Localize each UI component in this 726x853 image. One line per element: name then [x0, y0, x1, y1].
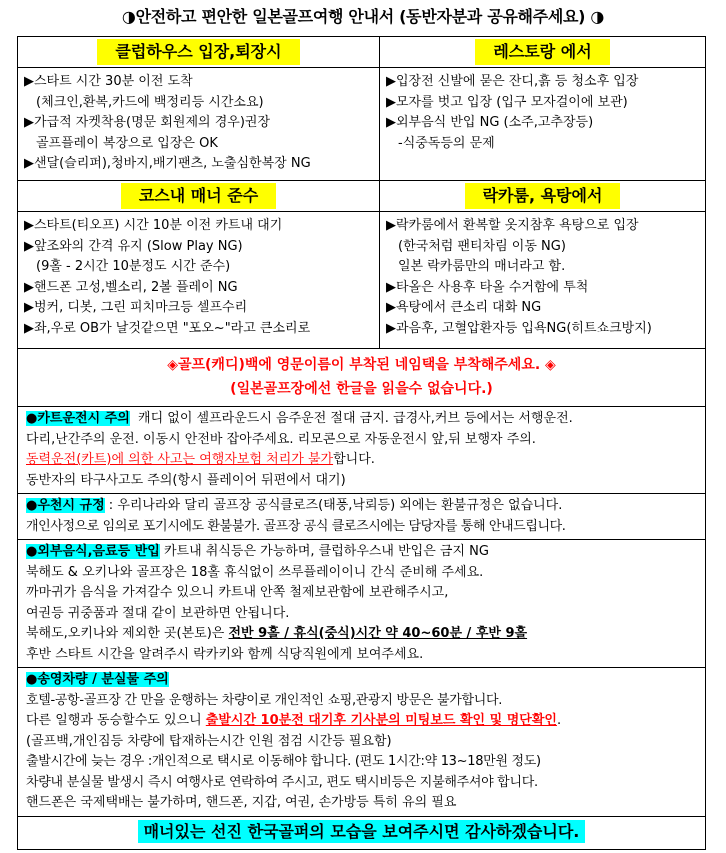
rain-heading: ●우천시 규정 [26, 498, 105, 513]
page-title: ◑안전하고 편안한 일본골프여행 안내서 (동반자분과 공유해주세요) ◑ [121, 7, 605, 26]
lockerroom-heading: 락카룸, 욕탕에서 [465, 183, 621, 209]
course-section [18, 181, 380, 349]
list-item: 골프플레이 복장으로 입장은 OK [36, 135, 218, 151]
list-item: (체크인,환복,카드에 백정리등 시간소요) [36, 94, 264, 110]
restaurant-section [380, 37, 705, 181]
list-item: ▶샌달(슬리퍼),청바지,배기팬츠, 노출심한복장 NG [24, 156, 311, 171]
clubhouse-list [18, 68, 379, 181]
cart-heading: ●카트운전시 주의 [26, 411, 130, 426]
list-item: ▶타올은 사용후 타올 수거함에 투척 [386, 279, 589, 295]
nametag-notice [18, 349, 705, 407]
list-item: ▶스타트 시간 30분 이전 도착 [24, 74, 193, 89]
clubhouse-section [18, 37, 380, 181]
food-heading: ●외부음식,음료등 반입 [26, 544, 160, 559]
course-list [18, 212, 379, 349]
meeting-board-warning: 출발시간 10분전 대기후 기사분의 미팅보드 확인 및 명단확인 [205, 713, 557, 728]
list-item: ▶모자를 벗고 입장 (입구 모자걸이에 보관) [386, 94, 628, 110]
list-item: ▶핸드폰 고성,벨소리, 2볼 플레이 NG [24, 279, 238, 295]
list-item: ▶외부음식 반입 NG (소주,고추장등) [386, 115, 594, 130]
notice-line-2: (일본골프장에선 한글을 읽을수 없습니다.) [230, 381, 493, 397]
row-clubhouse-restaurant [18, 37, 705, 181]
shuttle-section: ●송영차량 / 분실물 주의 호텔-공항-골프장 간 만을 운행하는 차량이로 개인적인 쇼핑,관광지 방문은 불가합니다. 다른 일행과 동승할수도 있으니 출발시간 10분전 대기후 기사분의 미팅보드 확인 및 명단확인. (골프백,개인짐등 차량에 탑재하는시간 인원 점검 시간등 필요함) 출발시간에 늦는 경우 :개인적으로 택시로 이동해야 합니다. (편도 1시간:약 13~18만원 정도) 차량내 분실물 발생시 즉시 여행사로 연락하여 주시고, 편도 택시비등은 지불해주셔야 합니다. 핸드폰은 국제택배는 불가하며, 핸드폰, 지갑, 여권, 손가방등 특히 유의 필요 [18, 668, 705, 817]
restaurant-list [380, 68, 705, 181]
list-item: ▶과음후, 고혈압환자등 입욕NG(히트쇼크방지) [386, 320, 652, 336]
lockerroom-section [380, 181, 705, 349]
rain-section: ●우천시 규정 : 우리나라와 달리 골프장 공식클로즈(태풍,낙뢰등) 외에는 환불규정은 없습니다. 개인사정으로 임의로 포기시에도 환불불가. 골프장 공식 클로즈시에는 담당자를 통해 안내드립니다. [18, 494, 705, 540]
closing-message: 매너있는 선진 한국골퍼의 모습을 보여주시면 감사하겠습니다. [138, 820, 586, 843]
lockerroom-list [380, 212, 705, 349]
insurance-warning: 동력운전(카트)에 의한 사고는 여행자보험 처리가 불가 [26, 452, 334, 467]
restaurant-heading: 레스토랑 에서 [475, 39, 609, 65]
closing-message-row [18, 817, 705, 849]
schedule-info: 전반 9홀 / 휴식(중식)시간 약 40~60분 / 후반 9홀 [228, 626, 528, 641]
list-item: ▶좌,우로 OB가 날것같으면 "포오~"라고 큰소리로 [24, 320, 311, 336]
notice-line-1: ◈골프(캐디)백에 영문이름이 부착된 네임택을 부착해주세요. ◈ [167, 357, 556, 373]
guide-sheet [17, 36, 706, 850]
list-item: ▶스타트(티오프) 시간 10분 이전 카트내 대기 [24, 218, 283, 233]
list-item: ▶가급적 자켓착용(명문 회원제의 경우)권장 [24, 115, 271, 130]
food-section: ●외부음식,음료등 반입 카트내 취식등은 가능하며, 클럽하우스내 반입은 금지 NG 북해도 & 오키나와 골프장은 18홀 휴식없이 쓰루플레이이니 간식 준비해 주세요. 까마귀가 음식을 가져갈수 있으니 카트내 안쪽 철제보관함에 보관해주시고, 여권등 귀중품과 절대 같이 보관하면 안됩니다. 북해도,오키나와 제외한 곳(본토)은 전반 9홀 / 휴식(중식)시간 약 40~60분 / 후반 9홀 후반 스타트 시간을 알려주시 락카키와 함께 식당직원에게 보여주세요. [18, 540, 705, 668]
list-item: (9홀 - 2시간 10분정도 시간 준수) [36, 259, 231, 274]
course-heading: 코스내 매너 준수 [121, 183, 276, 209]
list-item: 일본 락카룸만의 매너라고 함. [398, 259, 566, 274]
list-item: ▶욕탕에서 큰소리 대화 NG [386, 300, 542, 315]
list-item: ▶락카룸에서 환복할 옷지참후 욕탕으로 입장 [386, 218, 639, 233]
list-item: (한국처럼 팬티차림 이동 NG) [398, 238, 566, 254]
clubhouse-heading: 클럽하우스 입장,퇴장시 [97, 39, 299, 65]
list-item: ▶앞조와의 간격 유지 (Slow Play NG) [24, 238, 243, 254]
row-course-lockerroom [18, 181, 705, 349]
shuttle-heading: ●송영차량 / 분실물 주의 [26, 672, 169, 687]
cart-section: ●카트운전시 주의 캐디 없이 셀프라운드시 음주운전 절대 금지. 급경사,커브 등에서는 서행운전. 다리,난간주의 운전. 이동시 안전바 잡아주세요. 리모콘으로 자동운전시 앞,뒤 보행자 주의. 동력운전(카트)에 의한 사고는 여행자보험 처리가 불가합니다. 동반자의 타구사고도 주의(항시 플레이어 뒤편에서 대기) [18, 407, 705, 494]
list-item: ▶입장전 신발에 묻은 잔디,흙 등 청소후 입장 [386, 74, 639, 89]
list-item: -식중독등의 문제 [398, 135, 495, 151]
list-item: ▶벙커, 디봇, 그린 피치마크등 셀프수리 [24, 300, 248, 315]
